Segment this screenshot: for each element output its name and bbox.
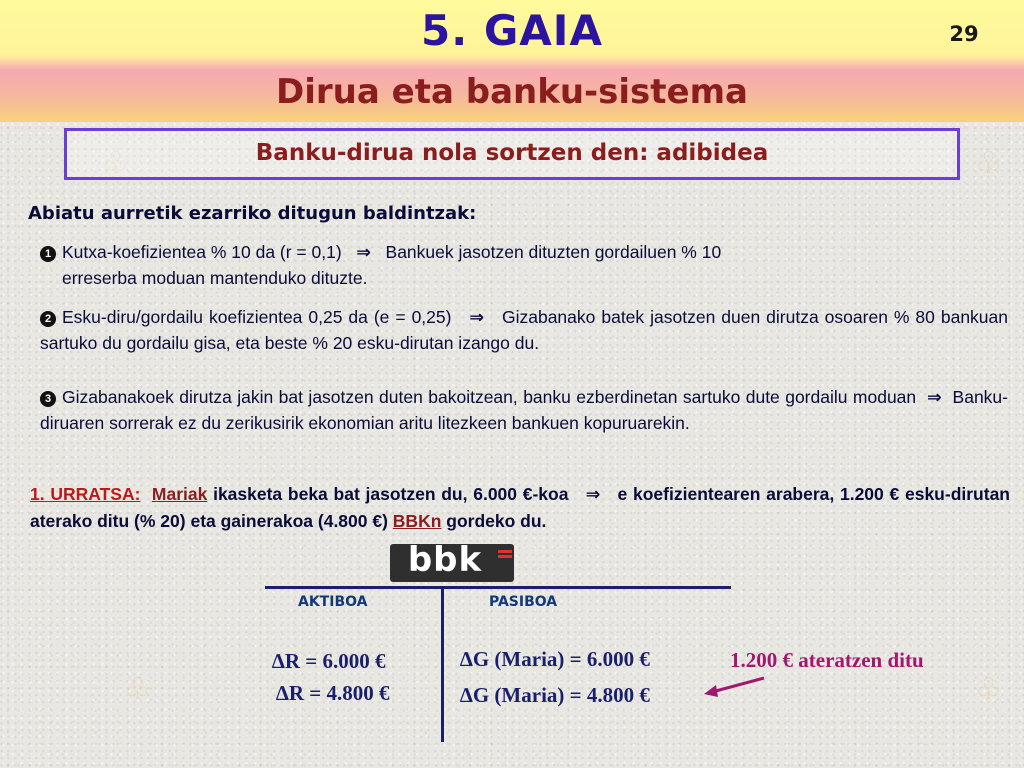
liabilities-header: PASIBOA — [489, 594, 558, 610]
t-account-vertical-line — [441, 586, 444, 742]
t-account-horizontal-line — [265, 586, 731, 589]
liabilities-entry-1: ∆G (Maria) = 6.000 € — [460, 647, 650, 671]
watermark-icon: ♧ — [102, 146, 129, 181]
implies-icon: ⇒ — [927, 388, 942, 408]
page-title: 5. GAIA — [421, 6, 603, 55]
page-number: 29 — [949, 22, 979, 46]
condition-1-continuation: erreserba moduan mantenduko dituzte. — [62, 268, 368, 288]
number-1-icon: 1 — [40, 246, 56, 262]
assets-header: AKTIBOA — [298, 594, 368, 610]
condition-2-result: Gizabanako batek jasotzen duen dirutza osoaren % 80 bankuan sartuko du gordailu gisa, eta beste % 20 esku-dirutan izango du. — [40, 307, 1009, 353]
watermark-icon: ♧ — [975, 672, 1002, 707]
condition-3-text: Gizabanakoek dirutza jakin bat jasotzen duten bakoitzean, banku ezberdinetan sartuko dute gordailu moduan — [62, 387, 917, 407]
implies-icon: ⇒ — [356, 243, 371, 263]
section-title: Banku-dirua nola sortzen den: adibidea — [255, 140, 769, 166]
condition-2-text: Esku-diru/gordailu koefizientea 0,25 da (e = 0,25) — [62, 307, 452, 327]
condition-item-2 — [40, 305, 1008, 356]
number-3-icon: 3 — [40, 391, 56, 407]
step-1-label: 1. URRATSA: — [30, 484, 141, 504]
logo-bars-icon — [498, 550, 512, 560]
liabilities-entry-2: ∆G (Maria) = 4.800 € — [460, 683, 650, 707]
step-1-text-2: e koefizientearen arabera, 1.200 € esku-dirutan aterako ditu (% 20) eta gainerakoa (4.800 €) — [30, 484, 1010, 531]
bank-logo — [390, 540, 514, 582]
step-1-text-3: gordeko du. — [446, 511, 547, 531]
conditions-heading: Abiatu aurretik ezarriko ditugun baldintzak: — [28, 203, 477, 224]
step-1-text-1: ikasketa beka bat jasotzen du, 6.000 €-koa — [213, 484, 569, 504]
condition-1-result: Bankuek jasotzen dituzten gordailuen % 10 — [385, 242, 722, 262]
withdrawal-note: 1.200 € ateratzen ditu — [730, 648, 924, 672]
condition-item-3 — [40, 385, 1008, 436]
implies-icon: ⇒ — [585, 485, 601, 505]
assets-entry-1: ∆R = 6.000 € — [272, 649, 386, 673]
pointer-arrow-icon — [700, 672, 770, 702]
step-1-name: Mariak — [151, 484, 208, 504]
number-2-icon: 2 — [40, 311, 56, 327]
watermark-icon: ♧ — [124, 672, 151, 707]
step-1-bank: BBKn — [392, 511, 442, 531]
assets-entry-2: ∆R = 4.800 € — [276, 681, 390, 705]
step-1-paragraph — [30, 481, 1010, 534]
condition-1-text: Kutxa-koefizientea % 10 da (r = 0,1) — [62, 242, 342, 262]
watermark-icon: ♧ — [975, 146, 1002, 181]
implies-icon: ⇒ — [469, 308, 485, 328]
condition-item-1 — [40, 240, 1008, 291]
condition-3-result: Banku-diruaren sorrerak ez du zerikusirik ekonomian aritu litezkeen bankuen kopuruarekin. — [40, 387, 1008, 433]
bank-logo-text: bbk — [407, 540, 483, 580]
page-subtitle: Dirua eta banku-sistema — [276, 72, 748, 112]
